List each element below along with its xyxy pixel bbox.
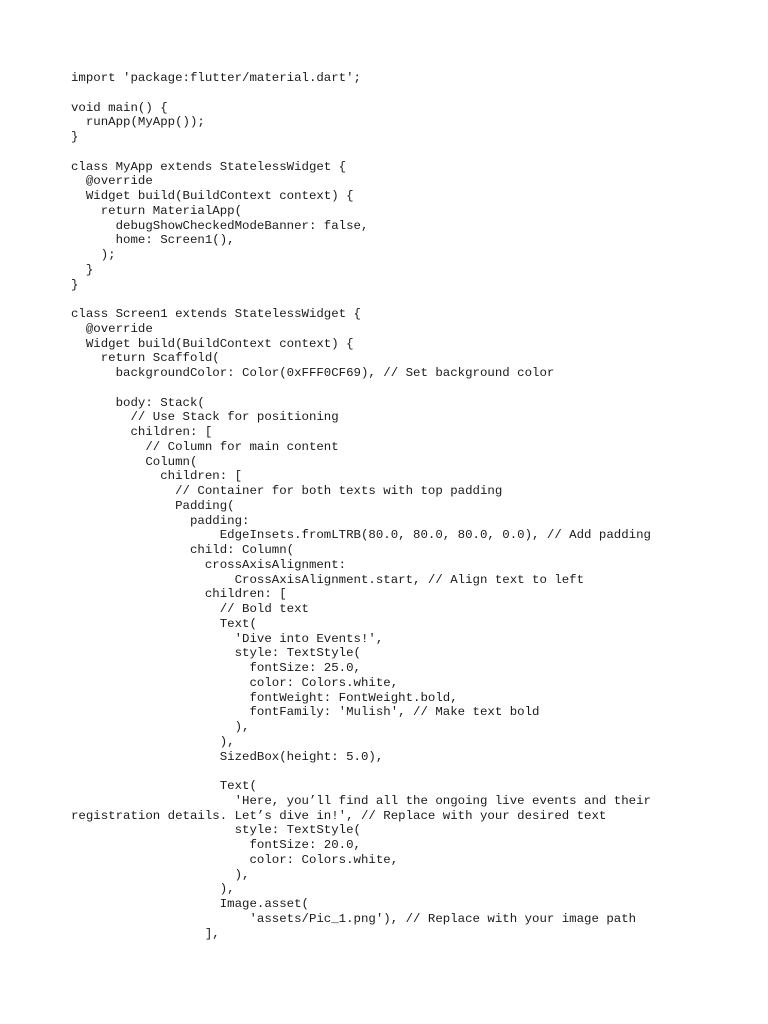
code-line: ), [71,882,235,897]
code-line: class Screen1 extends StatelessWidget { [71,307,361,321]
code-line: fontSize: 20.0, [71,838,361,852]
code-line: CrossAxisAlignment.start, // Align text to left [71,572,585,587]
code-line: crossAxisAlignment: [71,557,347,572]
code-line [71,292,751,307]
code-line [71,764,751,779]
code-line: 'Dive into Events!', [71,631,384,646]
code-line: children: [ [71,587,287,602]
code-line: SizedBox(height: 5.0), [71,749,384,764]
code-line: child: Column( [71,543,295,557]
code-line: Column( [71,454,198,469]
code-line: children: [ [71,425,213,439]
code-line: // Column for main content [71,439,339,454]
code-line: class MyApp extends StatelessWidget { [71,159,347,174]
code-line: @override [71,321,153,336]
code-line: ], [71,926,220,941]
code-line: // Bold text [71,602,309,616]
code-line: Widget build(BuildContext context) { [71,189,354,203]
code-line: } [71,277,79,292]
code-line: children: [ [71,469,243,484]
code-line: Text( [71,616,257,631]
code-line: Padding( [71,498,235,513]
code-line: backgroundColor: Color(0xFFF0CF69), // Set background color [71,366,555,380]
code-line: color: Colors.white, [71,852,399,867]
code-line: fontFamily: 'Mulish', // Make text bold [71,705,540,720]
code-line [71,381,751,396]
code-line [71,86,751,101]
code-line: padding: [71,513,250,528]
code-listing [71,71,751,941]
code-line: import 'package:flutter/material.dart'; [71,71,361,85]
code-line: runApp(MyApp()); [71,115,205,130]
code-line: color: Colors.white, [71,675,399,690]
code-line: home: Screen1(), [71,233,235,248]
code-line: // Container for both texts with top padding [71,484,503,498]
code-line: 'Here, you’ll find all the ongoing live events and their [71,793,651,808]
code-line: fontSize: 25.0, [71,661,361,675]
code-line: // Use Stack for positioning [71,410,339,425]
code-line [71,145,751,160]
code-line: @override [71,174,153,189]
code-line: Widget build(BuildContext context) { [71,336,354,351]
code-line: fontWeight: FontWeight.bold, [71,690,458,705]
code-line: registration details. Let’s dive in!', // Replace with your desired text [71,808,607,823]
code-line: return MaterialApp( [71,203,243,218]
code-line: ); [71,248,116,262]
code-line: 'assets/Pic_1.png'), // Replace with your image path [71,911,637,926]
code-line: body: Stack( [71,395,205,410]
code-line: Image.asset( [71,897,309,911]
code-line: return Scaffold( [71,351,220,366]
code-line: void main() { [71,100,168,115]
code-line: ), [71,867,250,882]
code-line: debugShowCheckedModeBanner: false, [71,218,369,233]
code-line: } [71,130,79,144]
code-line: ), [71,734,235,749]
code-line: style: TextStyle( [71,646,361,661]
code-line: Text( [71,779,257,793]
code-line: EdgeInsets.fromLTRB(80.0, 80.0, 80.0, 0.0), // Add padding [71,528,651,543]
code-line: style: TextStyle( [71,823,361,838]
code-line: } [71,262,94,277]
code-line: ), [71,720,250,734]
